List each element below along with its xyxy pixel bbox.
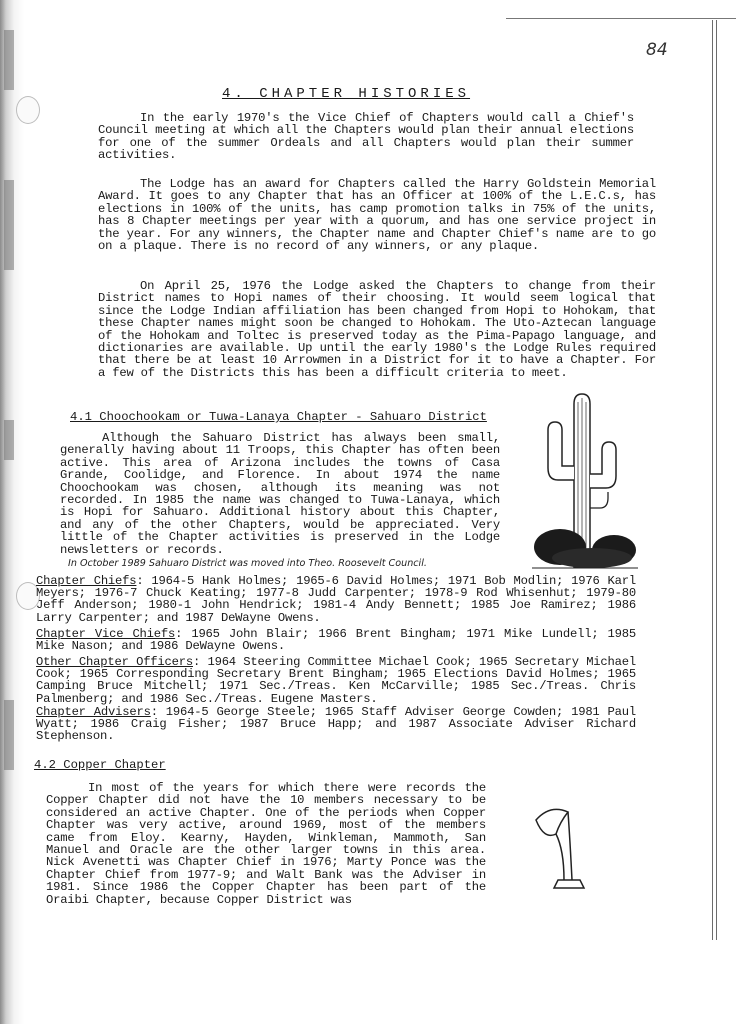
other-officers-label: Other Chapter Officers <box>36 655 193 669</box>
binder-hole <box>16 96 40 124</box>
scan-edge-shadow <box>0 0 24 1024</box>
page-number: 84 <box>646 40 668 60</box>
intro-paragraph-3: On April 25, 1976 the Lodge asked the Chapters to change from their District names to Hopi names of their choosing. It would seem logical that since the Lodge Indian affiliation has been changed from Hopi to Hohokam, that these Chapter names might soon be changed to Hohokam. The Uto-Aztecan language of the Hohokam and Toltec is preserved today as the Pima-Papago language, and dictionaries are available. Up until the early 1980's the Lodge Rules required that there be at least 10 Arrowmen in a District for it to have a Chapter. For a few of the Districts this has been a difficult criteria to meet. <box>98 279 656 380</box>
section-4-1-paragraph: Although the Sahuaro District has always been small, generally having about 11 Troops, this Chapter has often been active. This area of Arizona includes the towns of Casa Grande, Coolidge, and Florence. In about 1974 the name Choochookam was chosen, although its meaning was not recorded. In 1985 the name was changed to Tuwa-Lanaya, which is Hopi for Sahuaro. Additional history about this Chapter, and any of the other Chapters, would be appreciated. Very little of the Chapter activities is preserved in the Lodge newsletters or records. <box>60 431 500 557</box>
saguaro-cactus-drawing <box>530 392 640 572</box>
chapter-chiefs-text: : 1964-5 Hank Holmes; 1965-6 David Holmes; 1971 Bob Modlin; 1976 Karl Meyers; 1976-7 Chuck Keating; 1977-8 Judd Carpenter; 1978-9 Rod Whisenhut; 1979-80 Jeff Anderson; 1980-1 John Hendrick; 1981-4 Andy Bennett; 1985 Joe Ramirez; 1986 Larry Carpenter; and 1987 DeWayne Owens. <box>36 574 636 625</box>
intro-paragraph-2: The Lodge has an award for Chapters called the Harry Goldstein Memorial Award. It goes to any Chapter that has an Officer at 100% of the L.E.C.s, has elections in 100% of the units, has camp promotion talks in 75% of the units, has 8 Chapter meetings per year with a quorum, and has one service project in the year. For any winners, the Chapter name and Chapter Chief's name are to go on a plaque. There is no record of any winners, or any plaque. <box>98 177 656 254</box>
handwritten-note: In October 1989 Sahuaro District was moved into Theo. Roosevelt Council. <box>68 558 427 569</box>
chapter-vice-chiefs-label: Chapter Vice Chiefs <box>36 627 176 641</box>
chapter-vice-chiefs-list <box>36 628 636 652</box>
chapter-advisers-label: Chapter Advisers <box>36 705 151 719</box>
page-title: 4. CHAPTER HISTORIES <box>222 86 471 102</box>
copper-horn-drawing <box>530 800 590 895</box>
chapter-chiefs-list <box>36 575 636 624</box>
scan-rule-right <box>712 20 713 940</box>
chapter-advisers-text: : 1964-5 George Steele; 1965 Staff Adviser George Cowden; 1981 Paul Wyatt; 1986 Craig Fisher; 1987 Bruce Happ; and 1987 Associate Adviser Richard Stephenson. <box>36 705 636 744</box>
other-officers-text: : 1964 Steering Committee Michael Cook; 1965 Secretary Michael Cook; 1965 Corresponding Secretary Brent Bingham; 1965 Elections David Holmes; 1965 Camping Bruce Mitchell; 1971 Sec./Treas. Ken McCarville; 1985 Sec./Treas. Chris Palmenberg; and 1986 Sec./Treas. Eugene Masters. <box>36 655 636 706</box>
section-heading-4-1: 4.1 Choochookam or Tuwa-Lanaya Chapter - Sahuaro District <box>70 410 487 424</box>
other-officers-list <box>36 656 636 705</box>
chapter-vice-chiefs-text: : 1965 John Blair; 1966 Brent Bingham; 1971 Mike Lundell; 1985 Mike Nason; and 1986 DeWayne Owens. <box>36 627 636 654</box>
scan-rule-top <box>506 18 736 19</box>
chapter-chiefs-label: Chapter Chiefs <box>36 574 137 588</box>
section-heading-4-2: 4.2 Copper Chapter <box>34 758 166 772</box>
scan-rule-right <box>716 20 717 940</box>
section-4-2-paragraph: In most of the years for which there were records the Copper Chapter did not have the 10 members necessary to be considered an active Chapter. One of the periods when Copper Chapter was very active, around 1969, most of the members came from Eloy. Kearny, Hayden, Winkleman, Mammoth, San Manuel and Oracle are the other larger towns in this area. Nick Avenetti was Chapter Chief in 1976; Marty Ponce was the Chapter Chief from 1977-9; and Walt Bank was the Adviser in 1981. Since 1986 the Copper Chapter has been part of the Oraibi Chapter, because Copper District was <box>46 781 486 907</box>
intro-paragraph-1: In the early 1970's the Vice Chief of Chapters would call a Chief's Council meeting at which all the Chapters would plan their annual elections for one of the summer Ordeals and all Chapters would plan their summer activities. <box>98 111 634 163</box>
chapter-advisers-list <box>36 706 636 743</box>
